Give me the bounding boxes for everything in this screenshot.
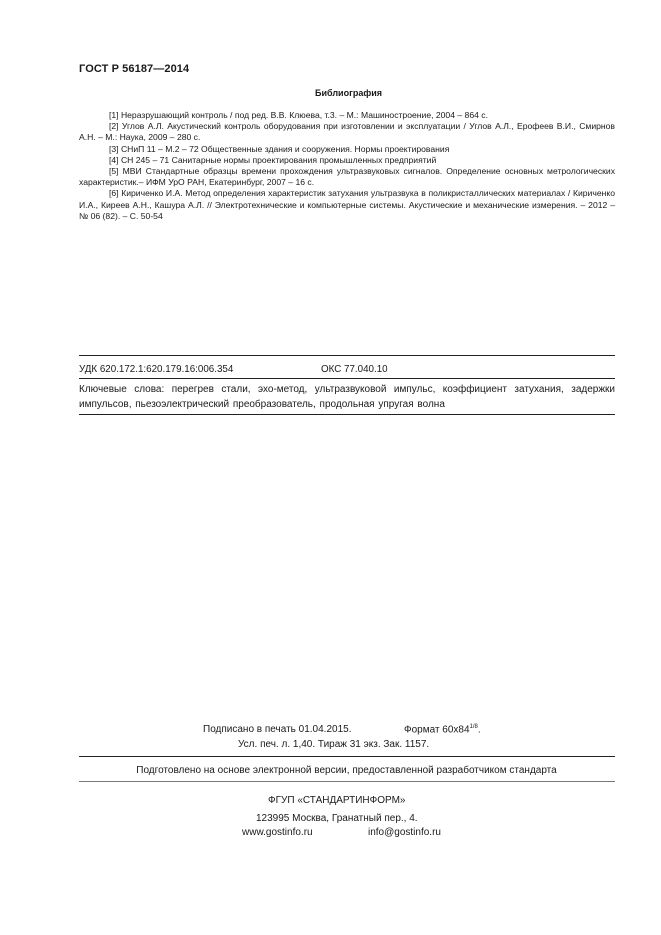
document-code: ГОСТ Р 56187—2014 <box>79 63 190 75</box>
bibliography-list <box>79 110 615 222</box>
prepared-note: Подготовлено на основе электронной версии, предоставленной разработчиком стандарта <box>136 765 557 776</box>
bibliography-item: [6] Кириченко И.А. Метод определения характеристик затухания ультразвука в поликристаллических материалах / Кириченко И.А., Киреев А.Н., Кашура А.Л. // Электротехнические и компьютерные системы. Акустические и механические измерения. – 2012 – № 06 (82). – С. 50-54 <box>79 188 615 221</box>
signed-date: Подписано в печать 01.04.2015. <box>203 724 352 735</box>
top-divider <box>79 355 615 356</box>
bibliography-item: [4] СН 245 – 71 Санитарные нормы проектирования промышленных предприятий <box>109 154 437 165</box>
bibliography-item: [5] МВИ Стандартные образцы времени прохождения ультразвуковых сигналов. Определение основных метрологических характеристик.– ИФМ УрО РАН, Екатеринбург, 2007 – 16 с. <box>79 166 615 188</box>
format-label: Формат 60х84 <box>404 724 470 736</box>
format-end: . <box>477 724 481 736</box>
paper-format <box>404 724 481 735</box>
bibliography-title: Библиография <box>315 88 382 98</box>
publisher-email[interactable]: info@gostinfo.ru <box>368 827 441 838</box>
publisher-address: 123995 Москва, Гранатный пер., 4. <box>256 813 418 824</box>
print-info: Усл. печ. л. 1,40. Тираж 31 экз. Зак. 1157. <box>238 739 430 750</box>
publisher-name: ФГУП «СТАНДАРТИНФОРМ» <box>268 795 406 806</box>
bibliography-item: [1] Неразрушающий контроль / под ред. В.В. Клюева, т.3. – М.: Машиностроение, 2004 – 864 с. <box>109 110 488 120</box>
publisher-website[interactable]: www.gostinfo.ru <box>242 827 313 838</box>
bibliography-item: [2] Углов А.Л. Акустический контроль оборудования при изготовлении и эксплуатации / Углов А.Л., Ерофеев В.И., Смирнов А.Н. – М.: Наука, 2009 – 280 с. <box>79 121 615 143</box>
keywords-divider <box>79 414 615 415</box>
bibliography-item: [3] СНиП 11 – М.2 – 72 Общественные здания и сооружения. Нормы проектирования <box>109 143 450 154</box>
oks-code: ОКС 77.040.10 <box>321 364 388 375</box>
imprint-divider <box>79 756 615 757</box>
footer-divider <box>79 781 615 782</box>
keywords: Ключевые слова: перегрев стали, эхо-метод, ультразвуковой импульс, коэффициент затухания, задержки импульсов, пьезоэлектрический преобразователь, продольная упругая волна <box>79 384 615 410</box>
format-fraction: 1/8 <box>469 724 478 730</box>
udk-code: УДК 620.172.1:620.179.16:006.354 <box>79 364 234 375</box>
classification-divider <box>79 378 615 379</box>
